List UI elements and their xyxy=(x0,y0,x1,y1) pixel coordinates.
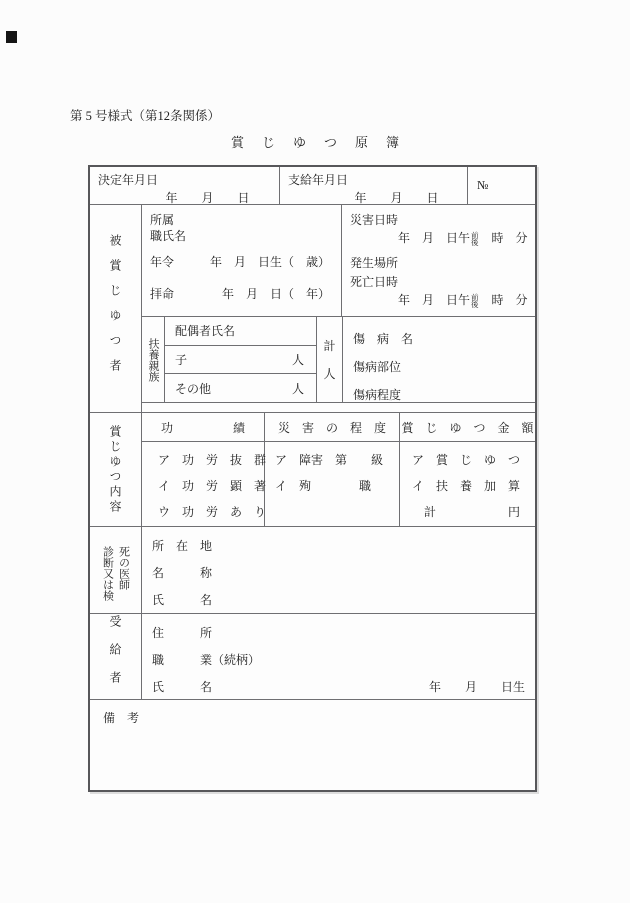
injury-name-label: 傷 病 名 xyxy=(353,332,414,346)
dependents-rows xyxy=(165,317,317,402)
appointment-line: 拝命 年 月 日（ 年） xyxy=(150,287,331,301)
disaster-datetime-label: 災害日時 xyxy=(350,213,399,227)
amount-line-i: イ 扶 養 加 算 xyxy=(412,479,521,493)
death-datetime-label: 死亡日時 xyxy=(350,274,399,289)
award-header-row xyxy=(142,413,535,442)
children-row xyxy=(165,346,316,375)
award-amount-header: 賞 じ ゆ つ 金 額 xyxy=(401,420,534,435)
injury-cell xyxy=(343,317,535,402)
merit-option-i: イ 功 労 顕 著 xyxy=(158,479,267,493)
degree-option-i: イ 殉 職 xyxy=(275,479,372,493)
payee-label-col xyxy=(90,614,142,699)
recipient-section xyxy=(90,205,535,413)
dependents-injury-row xyxy=(142,317,535,412)
award-body-row xyxy=(142,442,535,526)
injury-degree-label: 傷病程度 xyxy=(353,388,402,402)
disaster-degree-options xyxy=(265,442,400,526)
doctor-section xyxy=(90,527,535,614)
doctor-address-label: 所 在 地 xyxy=(152,539,213,553)
registration-mark xyxy=(6,31,17,43)
dependents-label-col xyxy=(142,317,165,402)
doctor-name-label: 氏 名 xyxy=(152,593,213,607)
page-title: 賞じゆつ原簿 xyxy=(230,135,417,150)
recipient-label: 被賞じゆつ者 xyxy=(108,233,122,384)
payee-address-label: 住 所 xyxy=(152,626,213,640)
recipient-label-col xyxy=(90,205,142,412)
children-label: 子 xyxy=(175,353,188,367)
total-label: 計 xyxy=(323,339,336,353)
total-unit: 人 xyxy=(323,367,336,381)
payee-label: 受給者 xyxy=(108,614,122,699)
form-number: 第 5 号様式（第12条関係） xyxy=(70,109,221,123)
disaster-info-cell xyxy=(342,205,535,316)
merit-option-a: ア 功 労 抜 群 xyxy=(158,453,267,467)
doctor-label: 診断又は検 死の医師 xyxy=(101,545,130,601)
merit-option-u: ウ 功 労 あ り xyxy=(158,505,267,519)
award-label-col xyxy=(90,413,142,526)
payee-birthdate-label: 年 月 日生 xyxy=(428,680,525,694)
decision-date-label: 決定年月日 xyxy=(98,173,159,187)
merit-header: 功 績 xyxy=(142,413,265,441)
amount-total-line: 計 円 xyxy=(412,505,521,519)
decision-date-cell xyxy=(90,167,280,204)
payee-info-cell xyxy=(142,614,535,699)
payment-date-value: 年 月 日 xyxy=(354,191,439,205)
other-row xyxy=(165,374,316,402)
award-label: 賞じゆつ内容 xyxy=(108,424,122,515)
location-label: 発生場所 xyxy=(350,255,399,270)
spouse-row xyxy=(165,317,316,346)
am-pm-stack: 前 後 xyxy=(471,230,479,248)
am-pm-stack: 前 後 xyxy=(471,292,479,309)
payment-date-cell xyxy=(280,167,468,204)
doctor-label-col xyxy=(90,527,142,613)
name-label: 職氏名 xyxy=(150,229,187,243)
other-unit: 人 xyxy=(291,381,304,396)
dependents-label: 扶養親族 xyxy=(147,337,159,382)
disaster-datetime-line: 年 月 日午 前 後 時 分 xyxy=(398,230,528,248)
remarks-label: 備 考 xyxy=(103,711,140,725)
doctor-info-cell xyxy=(142,527,535,613)
dependents-total-col xyxy=(317,317,343,402)
amount-lines xyxy=(400,442,535,526)
injury-part-label: 傷病部位 xyxy=(353,360,402,374)
decision-date-value: 年 月 日 xyxy=(165,191,250,205)
payee-section xyxy=(90,614,535,700)
amount-line-a: ア 賞 じ ゆ つ xyxy=(412,453,521,467)
date-header-row xyxy=(90,167,535,205)
payee-name-label: 氏 名 xyxy=(152,680,213,694)
award-section xyxy=(90,413,535,527)
recipient-info-cell xyxy=(142,205,342,316)
spouse-label: 配偶者氏名 xyxy=(175,324,236,339)
age-line: 年令 年 月 日生（ 歳） xyxy=(150,255,331,269)
other-label: その他 xyxy=(175,381,212,396)
recipient-info-row xyxy=(142,205,535,317)
remarks-section xyxy=(90,700,535,790)
merit-options xyxy=(142,442,265,526)
death-datetime-line: 年 月 日午 前 後 時 分 xyxy=(398,292,528,309)
payee-occupation-label: 職 業（続柄） xyxy=(152,653,261,667)
payee-name-line xyxy=(152,674,525,701)
doctor-org-label: 名 称 xyxy=(152,566,213,580)
children-unit: 人 xyxy=(291,353,304,367)
degree-option-a: ア 障害 第 級 xyxy=(275,453,384,467)
payment-date-label: 支給年月日 xyxy=(288,173,349,187)
disaster-degree-header: 災 害 の 程 度 xyxy=(265,413,400,441)
number-cell xyxy=(468,167,535,204)
number-label: № xyxy=(477,178,489,192)
affiliation-label: 所属 xyxy=(150,213,175,227)
register-form-table xyxy=(88,165,537,792)
